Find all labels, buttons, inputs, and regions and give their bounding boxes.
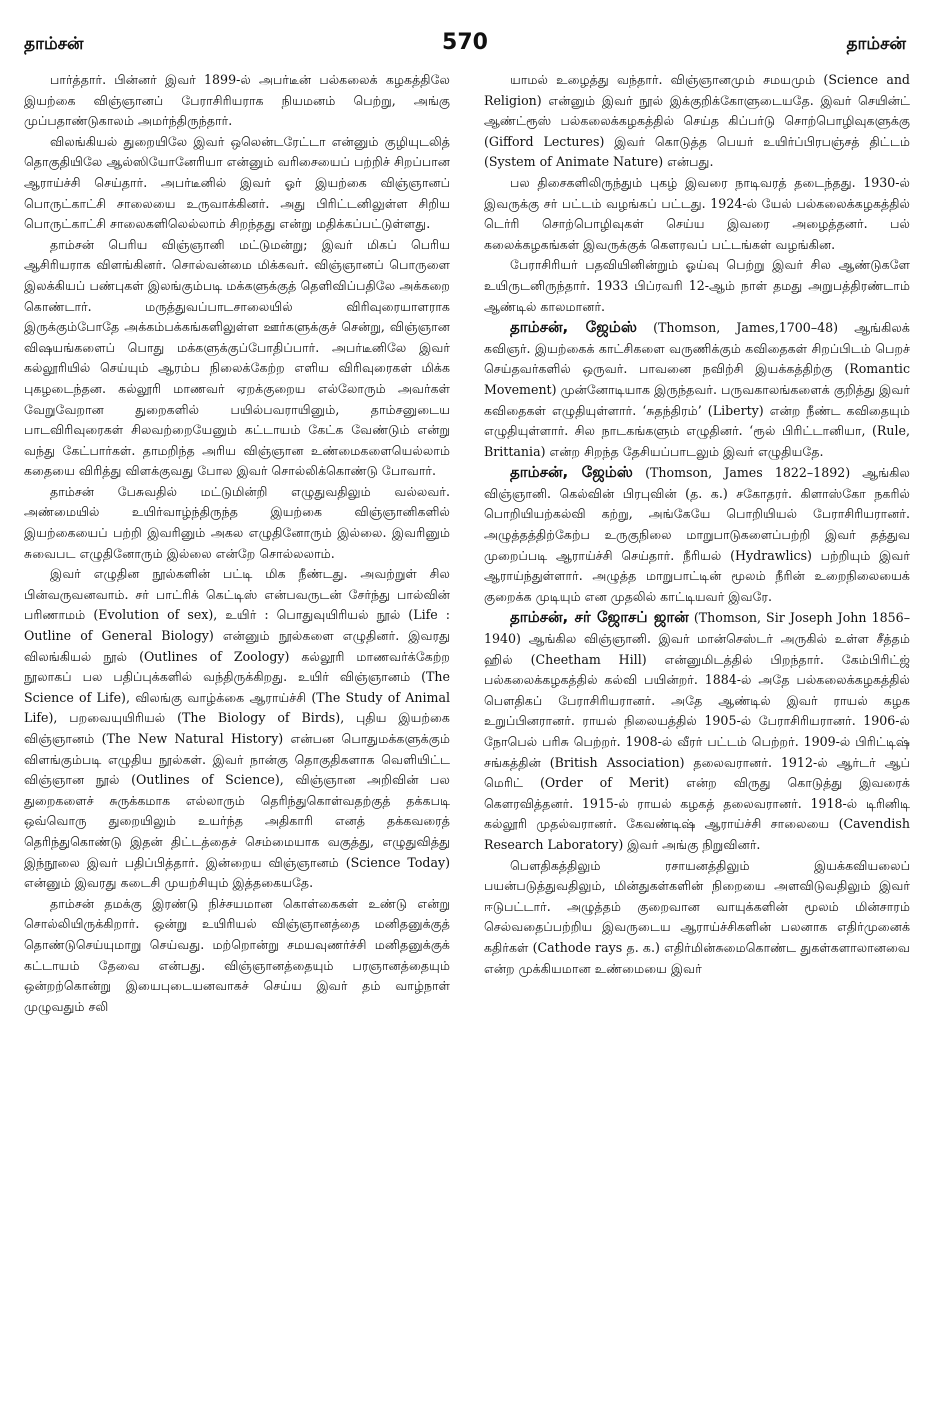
entry-text: (Thomson, Sir Joseph John 1856–1940) ஆங்கில விஞ்ஞானி. இவர் மான்செஸ்டர் அருகில் உள்ள சீத்தம் ஹில் (Cheetham Hill) என்னுமிடத்தில் பிறந்தார். கேம்பிரிட்ஜ் பல்கலைக்கழகத்தில் கல்வி பயின்றர். 1884-ல் அதே பல்கலைக்கழகத்தில் பௌதிகப் பேராசிரியரானர். அதே ஆண்டில் இவர் ராயல் கழக உறுப்பினரானர். ராயல் நிலையத்தில் 1905-ல் பேராசிரியரானர். 1906-ல் நோபெல் பரிசு பெற்றர். 1908-ல் வீரர் பட்டம் பெற்றர். 1909-ல் பிரிட்டிஷ் சங்கத்தின் (British Association) தலைவரானர். 1912-ல் ஆர்டர் ஆப் மெரிட் (Order of Merit) என்ற விருது கொடுத்து இவரைக் கௌரவித்தனர். 1915-ல் ராயல் கழகத் தலைவரானர். 1918-ல் டிரினிடி கல்லூரி முதல்வரானர். கேவண்டிஷ் ஆராய்ச்சி சாலையை (Cavendish Research Laboratory) இவர் அங்கு நிறுவினர். <box>484 610 910 852</box>
entry-headword: தாம்சன், சர் ஜோசப் ஜான் <box>510 608 689 627</box>
paragraph: பார்த்தார். பின்னர் இவர் 1899-ல் அபர்டீன் பல்கலைக் கழகத்திலே இயற்கை விஞ்ஞானப் பேராசிரியராக நியமனம் பெற்று, அங்கு முப்பதாண்டுகாலம் அமர்ந்திருந்தார். <box>24 72 450 129</box>
paragraph: பேராசிரியர் பதவியினின்றும் ஓய்வு பெற்று இவர் சில ஆண்டுகளே உயிருடனிருந்தார். 1933 பிப்ரவரி 12-ஆம் நாள் தமது அறுபத்திரண்டாம் ஆண்டில் காலமானர். <box>484 257 910 314</box>
paragraph: விலங்கியல் துறையிலே இவர் ஒலென்டரேட்டா என்னும் குழியுடலித் தொகுதியிலே ஆல்ஸியோனேரியா என்னும் வரிசையைப் பற்றிச் சிறப்பான ஆராய்ச்சி செய்தார். அபர்டீனில் இவர் ஓர் இயற்கை விஞ்ஞானப் பொருட்காட்சி சாலையை உருவாக்கினர். அது பிரிட்டனிலுள்ள சிறிய பொருட்காட்சி சாலைகளிலெல்லாம் சிறந்தது என்று மதிக்கப்பட்டுள்ளது. <box>24 133 450 232</box>
right-column <box>484 70 910 1410</box>
page-number: 570 <box>442 30 488 55</box>
paragraph: தாம்சன் பெரிய விஞ்ஞானி மட்டுமன்று; இவர் மிகப் பெரிய ஆசிரியராக விளங்கினர். சொல்வன்மை மிக்கவர். விஞ்ஞானப் பொருளை இலக்கியப் பண்புகள் இலங்கும்படி மக்களுக்குத் தெளிவிப்பதிலே அக்கறை கொண்டார். மருத்துவப்பாடசாலையில் விரிவுரையாளராக இருக்கும்போதே அக்கம்பக்கங்களிலுள்ள ஊர்களுக்குச் சென்று, விஞ்ஞான விஷயங்களைப் பொது மக்களுக்குப்போதிப்பார். அபர்டீனிலே இவர் கல்லூரியில் செய்யும் ஆரம்ப நிலைக்கேற்ற எளிய விரிவுரைகள் மிக்க புகழடைந்தன. கல்லூரி மாணவர் ஏறக்குறைய எல்லோரும் அவர்கள் வேறுவேறான துறைகளில் பயில்பவராயினும், தாம்சனுடைய பாடவிரிவுரைகள் சிலவற்றையேனும் கட்டாயம் கேட்க வேண்டும் என்று வந்து கேட்பார்கள். தாமறிந்த அரிய விஞ்ஞான உண்மைகளையெல்லாம் கதையை விரித்து விளக்குவது போல இவர் சொல்லிக்கொண்டு போவார். <box>24 236 450 479</box>
entry-text: (Thomson, James,1700–48) ஆங்கிலக் கவிஞர். இயற்கைக் காட்சிகளை வருணிக்கும் கவிதைகள் சிறப்பிடம் பெறச் செய்தவர்களில் ஒருவர். பாவனை நவிற்சி இயக்கத்திற்கு (Romantic Movement) முன்னோடியாக இருந்தவர். பருவகாலங்களைக் குறித்து இவர் கவிதைகள் எழுதியுள்ளார். ‘சுதந்திரம்’ (Liberty) என்ற நீண்ட கவிதையும் எழுதியுள்ளார். சில நாடகங்களும் எழுதினர். ‘ரூல் பிரிட்டானியா, (Rule, Brittania) என்ற சிறந்த தேசியப்பாடலும் இவர் எழுதியதே. <box>484 320 910 459</box>
entry-headword: தாம்சன், ஜேம்ஸ் <box>510 463 633 482</box>
paragraph: யாமல் உழைத்து வந்தார். விஞ்ஞானமும் சமயமும் (Science and Religion) என்னும் இவர் நூல் இக்குறிக்கோளுடையதே. இவர் செயின்ட் ஆண்ட்ரூஸ் பல்கலைக்கழகத்தில் செய்த கிப்பர்டு சொற்பொழிவுகளுக்கு (Gifford Lectures) இவர் கொடுத்த பெயர் உயிர்ப்பிரபஞ்சத் திட்டம் (System of Animate Nature) என்பது. <box>484 72 910 170</box>
entry-headword: தாம்சன், ஜேம்ஸ் <box>510 318 637 337</box>
entry-thomson-joseph-john <box>484 607 910 855</box>
paragraph: தாம்சன் தமக்கு இரண்டு நிச்சயமான கொள்கைகள் உண்டு என்று சொல்லியிருக்கிறார். ஒன்று உயிரியல் விஞ்ஞானத்தை மனிதனுக்குத் தொண்டுசெய்யுமாறு செய்வது. மற்றொன்று சமயவுணர்ச்சி மனிதனுக்குக் கட்டாயம் தேவை என்பது. விஞ்ஞானத்தையும் பரஞானத்தையும் ஒன்றற்கொன்று இயைபுடையனவாகச் செய்ய இவர் தம் வாழ்நாள் முழுவதும் சலி <box>24 895 450 1014</box>
paragraph: இவர் எழுதின நூல்களின் பட்டி மிக நீண்டது. அவற்றுள் சில பின்வருவனவாம். சர் பாட்ரிக் கெட்டிஸ் என்பவருடன் சேர்ந்து பால்வின் பரிணாமம் (Evolution of sex), உயிர் : பொதுவுயிரியல் நூல் (Life : Outline of General Biology) என்னும் நூல்களை எழுதினர். இவரது விலங்கியல் நூல் (Outlines of Zoology) கல்லூரி மாணவர்க்கேற்ற நூலாகப் பல பதிப்புக்களில் வந்திருக்கிறது. உயிர் விஞ்ஞானம் (The Science of Life), விலங்கு வாழ்க்கை ஆராய்ச்சி (The Study of Animal Life), பறவையுயிரியல் (The Biology of Birds), புதிய இயற்கை விஞ்ஞானம் (The New Natural History) என்பன பொதுமக்களுக்கும் விளங்கும்படி எழுதிய நூல்கள். இவர் நான்கு தொகுதிகளாக வெளியிட்ட விஞ்ஞான நூல் (Outlines of Science), விஞ்ஞான அறிவின் பல துறைகளைச் சுருக்கமாக எல்லாரும் தெரிந்துகொள்வதற்குத் தக்கபடி ஒவ்வொரு துறையிலும் உயர்ந்த அதிகாரி எனத் தக்கவரைத் தெரிந்துகொண்டு இதன் திட்டத்தைச் செம்மையாக வகுத்து, எழுதுவித்து இந்நூலை இவர் பதிப்பித்தார். இன்றைய விஞ்ஞானம் (Science Today) என்னும் இவரது கடைசி முயற்சியும் இத்தகையதே. <box>24 566 450 891</box>
header-guide-word-right: தாம்சன் <box>846 34 906 54</box>
header-guide-word-left: தாம்சன் <box>24 34 84 54</box>
paragraph: பல திசைகளிலிருந்தும் புகழ் இவரை நாடிவரத் தடைந்தது. 1930-ல் இவருக்கு சர் பட்டம் வழங்கப் பட்டது. 1924-ல் யேல் பல்கலைக்கழகத்தில் டெர்ரி சொற்பொழிவுகள் செய்ய இவரை அழைத்தனர். பல் கலைக்கழகங்கள் இவருக்குக் கௌரவப் பட்டங்கள் வழங்கின. <box>484 174 910 252</box>
paragraph: தாம்சன் பேசுவதில் மட்டுமின்றி எழுதுவதிலும் வல்லவர். அண்மையில் உயிர்வாழ்ந்திருந்த இயற்கை விஞ்ஞானிகளில் இயற்கையைப் பற்றி இவரினும் அகல எழுதினோரும் இல்லை. இவரினும் சுவைபட எழுதினோரும் இல்லை என்றே சொல்லலாம். <box>24 483 450 561</box>
two-column-body <box>24 70 910 1410</box>
entry-thomson-james-1700 <box>484 317 910 462</box>
page-header <box>24 30 906 60</box>
entry-text: (Thomson, James 1822–1892) ஆங்கில விஞ்ஞானி. கெல்வின் பிரபுவின் (த. க.) சகோதரர். கிளாஸ்கோ நகரில் பொறியியற்கல்வி கற்று, அங்கேயே பொறியியல் பேராசிரியரானர். அழுத்தத்திற்கேற்ப உருகுநிலை மாறுபாடுகளைப்பற்றி இவர் தத்துவ முறைப்படி ஆராய்ச்சி செய்தார். நீரியல் (Hydrawlics) பற்றியும் இவர் ஆராய்ந்துள்ளார். அழுத்த மாறுபாட்டின் மூலம் நீரின் உறைநிலையைக் குறைக்க முடியும் என முதலில் காட்டியவர் இவரே. <box>484 465 910 604</box>
left-column <box>24 70 450 1410</box>
entry-thomson-james-1822 <box>484 462 910 607</box>
paragraph: பௌதிகத்திலும் ரசாயனத்திலும் இயக்கவியலைப் பயன்படுத்துவதிலும், மின்துகள்களின் நிறையை அளவிடுவதிலும் இவர் ஈடுபட்டார். அழுத்தம் குறைவான வாயுக்களின் மூலம் மின்சாரம் செல்வதைப்பற்றிய இவருடைய ஆராய்ச்சிகளின் பலனாக எதிர்முனைக் கதிர்கள் (Cathode rays த. க.) எதிர்மின்சுமைகொண்ட துகள்களாலானவை என்ற முக்கியமான உண்மையை இவர் <box>484 857 910 976</box>
